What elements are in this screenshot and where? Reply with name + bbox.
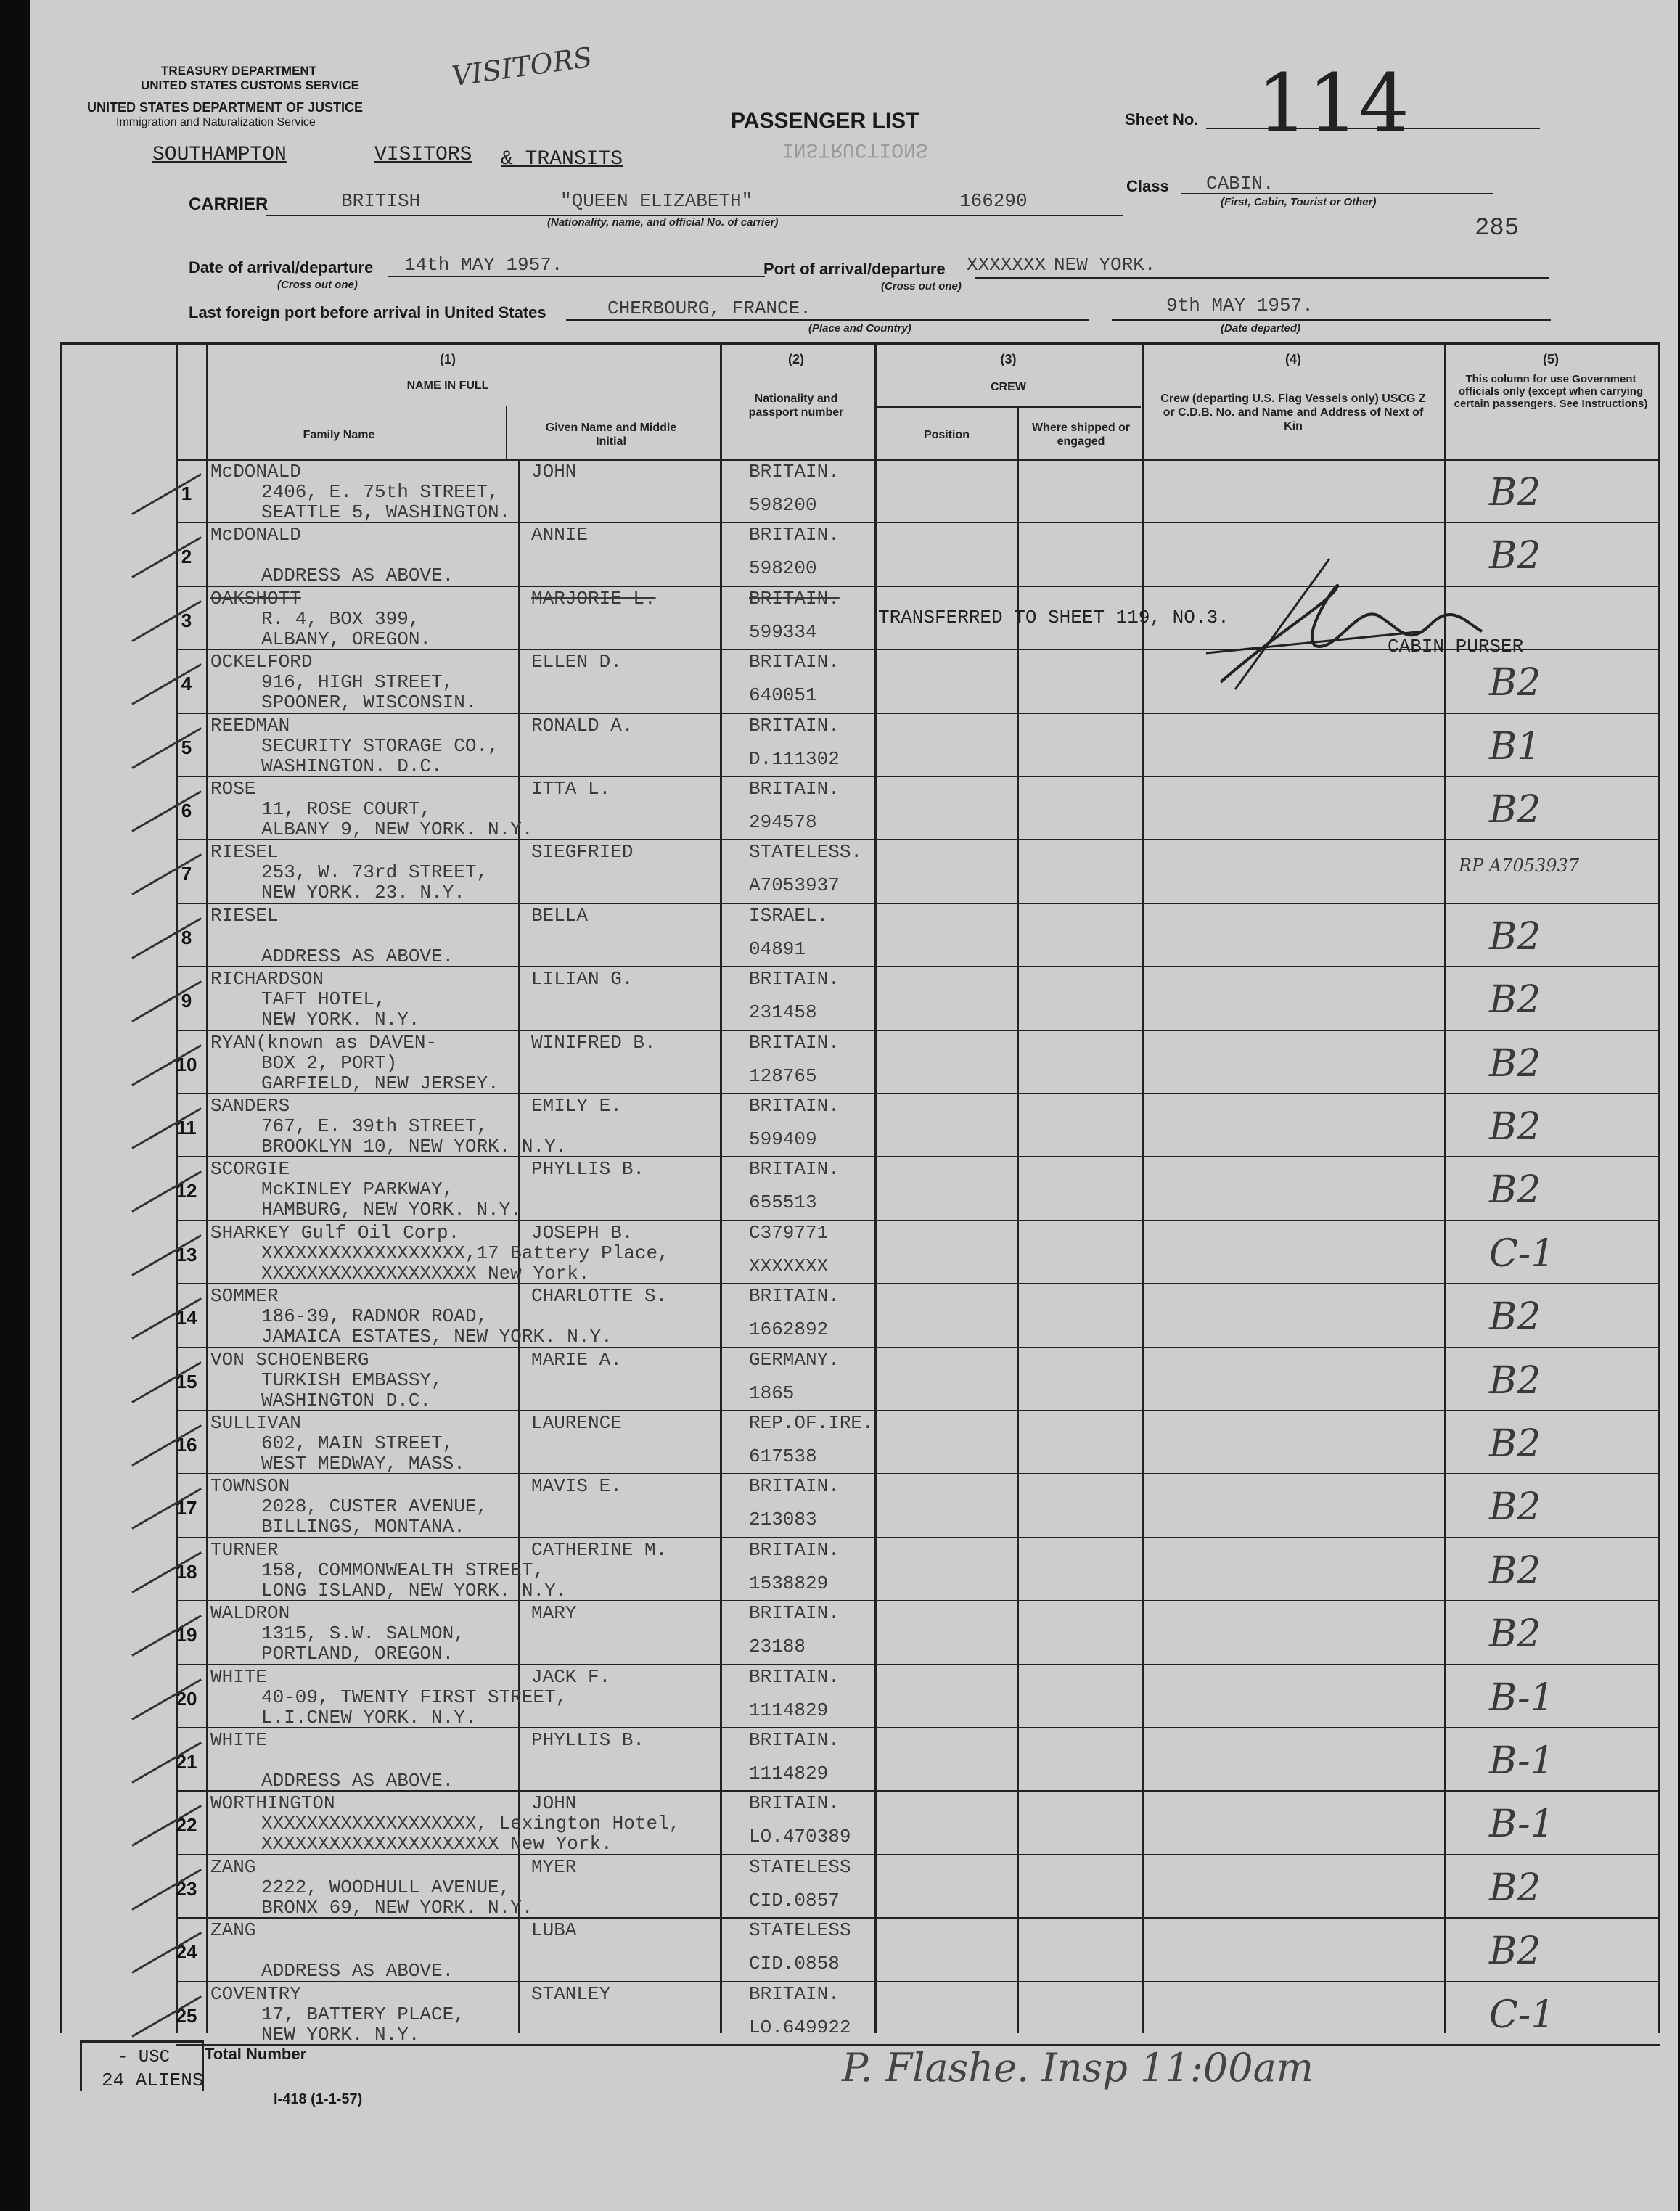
family-name: SANDERS bbox=[210, 1095, 290, 1117]
stamp-number: 285 bbox=[1475, 215, 1520, 242]
row-number: 22 bbox=[176, 1814, 197, 1837]
family-name: TURNER bbox=[210, 1538, 279, 1561]
last-port-label: Last foreign port before arrival in United States bbox=[189, 303, 546, 321]
family-name: ZANG bbox=[210, 1855, 256, 1878]
status-code: B2 bbox=[1489, 534, 1541, 578]
nationality: BRITAIN. bbox=[749, 968, 840, 990]
passport-number: 1114829 bbox=[749, 1763, 829, 1784]
row-number: 3 bbox=[181, 609, 192, 631]
address-line-1: SECURITY STORAGE CO., bbox=[261, 734, 499, 757]
address-line-1: 2028, CUSTER AVENUE, bbox=[261, 1496, 488, 1518]
col-crew-flag: Crew (departing U.S. Flag Vessels only) USCG Z or C.D.B. No. and Name and Address of Next of Kin bbox=[1160, 393, 1426, 432]
nationality: BRITAIN. bbox=[749, 1982, 840, 2005]
address-line-2: BRONX 69, NEW YORK. N.Y. bbox=[261, 1896, 533, 1919]
row-number: 15 bbox=[176, 1370, 197, 1392]
passport-number: 1538829 bbox=[749, 1572, 829, 1594]
address-line-2: ALBANY 9, NEW YORK. N.Y. bbox=[261, 819, 533, 840]
dept-ins: Immigration and Naturalization Service bbox=[116, 116, 316, 128]
footer-form-number: I-418 (1-1-57) bbox=[274, 2091, 363, 2107]
family-name: SCORGIE bbox=[210, 1158, 290, 1181]
nationality: C379771 bbox=[749, 1221, 829, 1244]
address-line-1: XXXXXXXXXXXXXXXXXXX, Lexington Hotel, bbox=[261, 1813, 681, 1835]
row-number: 17 bbox=[176, 1497, 197, 1519]
family-name: WALDRON bbox=[210, 1602, 290, 1625]
address-line-2: GARFIELD, NEW JERSEY. bbox=[261, 1072, 499, 1094]
row-number: 23 bbox=[176, 1877, 197, 1900]
family-name: VON SCHOENBERG bbox=[210, 1348, 369, 1371]
address-line-1: 158, COMMONWEALTH STREET, bbox=[261, 1559, 545, 1581]
address-line-2: SPOONER, WISCONSIN. bbox=[261, 692, 477, 714]
address-line-2: NEW YORK. N.Y. bbox=[261, 2023, 420, 2046]
carrier-name: "QUEEN ELIZABETH" bbox=[560, 190, 753, 212]
passport-number: 04891 bbox=[749, 938, 806, 960]
address-line-1: 11, ROSE COURT, bbox=[261, 798, 432, 820]
given-name: MARY bbox=[531, 1602, 577, 1625]
passport-number: 294578 bbox=[749, 811, 817, 833]
passenger-list-sheet bbox=[30, 0, 1678, 2211]
passport-number: XXXXXXX bbox=[749, 1255, 829, 1277]
row-number: 24 bbox=[176, 1941, 197, 1964]
status-code: C-1 bbox=[1489, 1993, 1555, 2037]
nationality: BRITAIN. bbox=[749, 1158, 840, 1181]
passport-number: LO.470389 bbox=[749, 1826, 851, 1848]
footer-total-label: Total Number bbox=[205, 2045, 307, 2063]
address-line-2: BROOKLYN 10, NEW YORK. N.Y. bbox=[261, 1136, 567, 1157]
given-name: ANNIE bbox=[531, 524, 589, 546]
given-name: ITTA L. bbox=[531, 778, 611, 800]
family-name: ROSE bbox=[210, 778, 256, 800]
row-number: 5 bbox=[181, 736, 192, 758]
arrival-date: 14th MAY 1957. bbox=[404, 254, 563, 276]
status-code: B2 bbox=[1489, 1041, 1541, 1086]
footer-usc: - USC bbox=[118, 2048, 171, 2067]
address-line-2: ADDRESS AS ABOVE. bbox=[261, 945, 454, 967]
row-number: 7 bbox=[181, 863, 192, 885]
row-number: 21 bbox=[176, 1751, 197, 1773]
row-number: 20 bbox=[176, 1687, 197, 1710]
address-line-2: WASHINGTON D.C. bbox=[261, 1389, 432, 1411]
col3-number: (3) bbox=[1000, 352, 1017, 366]
address-line-1: 40-09, TWENTY FIRST STREET, bbox=[261, 1686, 567, 1708]
address-line-2: ADDRESS AS ABOVE. bbox=[261, 565, 454, 587]
passport-number: 213083 bbox=[749, 1509, 817, 1531]
status-code: B2 bbox=[1489, 1929, 1541, 1974]
nationality: BRITAIN. bbox=[749, 651, 840, 673]
given-name: MAVIS E. bbox=[531, 1475, 622, 1498]
address-line-1: 17, BATTERY PLACE, bbox=[261, 2003, 465, 2025]
col-family-name: Family Name bbox=[303, 429, 375, 441]
address-line-1: 2406, E. 75th STREET, bbox=[261, 481, 499, 503]
given-name: JOHN bbox=[531, 1792, 577, 1815]
dept-treasury: TREASURY DEPARTMENT bbox=[161, 64, 317, 78]
given-name: LUBA bbox=[531, 1919, 577, 1942]
family-name: McDONALD bbox=[210, 524, 301, 546]
passport-number: 599334 bbox=[749, 620, 817, 643]
col2-number: (2) bbox=[788, 352, 804, 366]
voyage-origin: SOUTHAMPTON bbox=[152, 144, 287, 166]
nationality: BRITAIN. bbox=[749, 714, 840, 737]
nationality: STATELESS. bbox=[749, 841, 863, 864]
given-name: PHYLLIS B. bbox=[531, 1729, 645, 1751]
class-label: Class bbox=[1126, 177, 1169, 195]
arrival-port: NEW YORK. bbox=[1054, 254, 1156, 276]
date-departed-caption: (Date departed) bbox=[1221, 322, 1301, 335]
nationality: ISRAEL. bbox=[749, 904, 829, 927]
family-name: OCKELFORD bbox=[210, 651, 313, 673]
nationality: BRITAIN. bbox=[749, 1602, 840, 1625]
family-name: RIESEL bbox=[210, 841, 279, 864]
passport-number: CID.0857 bbox=[749, 1889, 840, 1911]
address-line-2: ADDRESS AS ABOVE. bbox=[261, 1960, 454, 1982]
purser-signature bbox=[1192, 544, 1496, 711]
address-line-2: JAMAICA ESTATES, NEW YORK. N.Y. bbox=[261, 1326, 612, 1348]
row-number: 11 bbox=[176, 1117, 197, 1139]
address-line-2: NEW YORK. N.Y. bbox=[261, 1009, 420, 1031]
row-number: 10 bbox=[176, 1053, 197, 1075]
address-line-2: WEST MEDWAY, MASS. bbox=[261, 1453, 465, 1474]
nationality: BRITAIN. bbox=[749, 1729, 840, 1751]
row-number: 13 bbox=[176, 1243, 197, 1266]
passport-number: LO.649922 bbox=[749, 2016, 851, 2038]
address-line-2: BILLINGS, MONTANA. bbox=[261, 1516, 465, 1538]
status-code: B2 bbox=[1489, 978, 1541, 1022]
nationality: STATELESS bbox=[749, 1919, 851, 1942]
port-caption: (Cross out one) bbox=[881, 280, 962, 292]
given-name: LAURENCE bbox=[531, 1412, 622, 1434]
address-line-2: NEW YORK. 23. N.Y. bbox=[261, 882, 465, 904]
given-name: STANLEY bbox=[531, 1982, 611, 2005]
status-code: B2 bbox=[1489, 914, 1541, 959]
nationality: BRITAIN. bbox=[749, 524, 840, 546]
address-line-1: 602, MAIN STREET, bbox=[261, 1432, 454, 1454]
address-line-1: R. 4, BOX 399, bbox=[261, 607, 420, 630]
given-name: BELLA bbox=[531, 904, 589, 927]
address-line-2: SEATTLE 5, WASHINGTON. bbox=[261, 501, 511, 523]
row-number: 19 bbox=[176, 1624, 197, 1646]
sheet-number: 114 bbox=[1257, 57, 1409, 149]
row-number: 16 bbox=[176, 1434, 197, 1456]
status-code: B2 bbox=[1489, 788, 1541, 832]
nationality: BRITAIN. bbox=[749, 1475, 840, 1498]
given-name: CHARLOTTE S. bbox=[531, 1285, 668, 1308]
passport-number: 231458 bbox=[749, 1001, 817, 1024]
status-code: B2 bbox=[1489, 1485, 1541, 1530]
address-line-1: 2222, WOODHULL AVENUE, bbox=[261, 1876, 511, 1898]
col1-number: (1) bbox=[440, 352, 456, 366]
dept-customs: UNITED STATES CUSTOMS SERVICE bbox=[141, 78, 360, 92]
row-number: 25 bbox=[176, 2004, 197, 2027]
last-port-caption: (Place and Country) bbox=[808, 322, 911, 335]
col-position: Position bbox=[923, 429, 970, 441]
given-name: JOSEPH B. bbox=[531, 1221, 634, 1244]
family-name: McDONALD bbox=[210, 461, 301, 483]
transfer-note: TRANSFERRED TO SHEET 119, NO.3. bbox=[878, 607, 1229, 628]
family-name: SOMMER bbox=[210, 1285, 279, 1308]
row-number: 14 bbox=[176, 1307, 197, 1329]
given-name: RONALD A. bbox=[531, 714, 634, 737]
voyage-visitors: VISITORS bbox=[374, 144, 472, 166]
footer-aliens: 24 ALIENS bbox=[102, 2070, 204, 2091]
col-given-name: Given Name and Middle Initial bbox=[545, 422, 677, 448]
given-name: MARIE A. bbox=[531, 1348, 622, 1371]
family-name: ZANG bbox=[210, 1919, 256, 1942]
family-name: SULLIVAN bbox=[210, 1412, 301, 1434]
address-line-1: 186-39, RADNOR ROAD, bbox=[261, 1305, 488, 1328]
status-code: B2 bbox=[1489, 1168, 1541, 1213]
carrier-label: CARRIER bbox=[189, 194, 269, 214]
row-number: 18 bbox=[176, 1560, 197, 1583]
nationality: GERMANY. bbox=[749, 1348, 840, 1371]
row-number: 12 bbox=[176, 1180, 197, 1202]
given-name: JOHN bbox=[531, 461, 577, 483]
address-line-1: McKINLEY PARKWAY, bbox=[261, 1178, 454, 1201]
family-name: REEDMAN bbox=[210, 714, 290, 737]
nationality: BRITAIN. bbox=[749, 1031, 840, 1054]
address-line-1: XXXXXXXXXXXXXXXXXX,17 Battery Place, bbox=[261, 1242, 669, 1264]
family-name: WORTHINGTON bbox=[210, 1792, 335, 1815]
class-caption: (First, Cabin, Tourist or Other) bbox=[1221, 196, 1377, 208]
port-label: Port of arrival/departure bbox=[763, 260, 946, 278]
status-code: B2 bbox=[1489, 1422, 1541, 1466]
status-code: B2 bbox=[1489, 1866, 1541, 1910]
given-name: WINIFRED B. bbox=[531, 1031, 656, 1054]
port-xs: XXXXXXX bbox=[967, 254, 1046, 276]
row-number: 9 bbox=[181, 990, 192, 1012]
passport-number: CID.0858 bbox=[749, 1953, 840, 1975]
given-name: SIEGFRIED bbox=[531, 841, 634, 864]
address-line-2: XXXXXXXXXXXXXXXXXXXXX New York. bbox=[261, 1833, 612, 1855]
row-number: 2 bbox=[181, 546, 192, 568]
passport-number: 617538 bbox=[749, 1445, 817, 1467]
given-name: MYER bbox=[531, 1855, 577, 1878]
family-name: RIESEL bbox=[210, 904, 279, 927]
address-line-1: BOX 2, PORT) bbox=[261, 1051, 398, 1074]
status-code: B2 bbox=[1489, 1548, 1541, 1593]
family-name: SHARKEY Gulf Oil Corp. bbox=[210, 1221, 460, 1244]
date-departed: 9th MAY 1957. bbox=[1166, 295, 1314, 316]
col-crew: CREW bbox=[991, 381, 1026, 393]
status-code: B2 bbox=[1489, 1358, 1541, 1403]
given-name: MARJORIE L. bbox=[531, 587, 656, 610]
address-line-2: HAMBURG, NEW YORK. N.Y. bbox=[261, 1199, 522, 1221]
status-code: B-1 bbox=[1489, 1739, 1554, 1783]
nationality: REP.OF.IRE. bbox=[749, 1412, 874, 1434]
nationality: BRITAIN. bbox=[749, 1538, 840, 1561]
nationality: STATELESS bbox=[749, 1855, 851, 1878]
nationality: BRITAIN. bbox=[749, 1285, 840, 1308]
family-name: COVENTRY bbox=[210, 1982, 301, 2005]
nationality: BRITAIN. bbox=[749, 1095, 840, 1117]
status-code: B2 bbox=[1489, 1105, 1541, 1149]
family-name: RICHARDSON bbox=[210, 968, 324, 990]
given-name: CATHERINE M. bbox=[531, 1538, 668, 1561]
passport-number: 598200 bbox=[749, 494, 817, 516]
col-nationality: Nationality and passport number bbox=[748, 393, 844, 419]
passport-number: 599409 bbox=[749, 1128, 817, 1150]
passport-number: 598200 bbox=[749, 557, 817, 580]
row-number: 6 bbox=[181, 800, 192, 821]
given-name: EMILY E. bbox=[531, 1095, 622, 1117]
address-line-1: 253, W. 73rd STREET, bbox=[261, 861, 488, 884]
address-line-2: XXXXXXXXXXXXXXXXXXX New York. bbox=[261, 1262, 590, 1284]
address-line-1: 1315, S.W. SALMON, bbox=[261, 1623, 465, 1645]
status-code: B2 bbox=[1489, 471, 1541, 514]
address-line-1: TURKISH EMBASSY, bbox=[261, 1369, 443, 1391]
status-code: B-1 bbox=[1489, 1802, 1554, 1847]
passport-number: A7053937 bbox=[749, 874, 840, 897]
row-number: 8 bbox=[181, 926, 192, 948]
row-number: 1 bbox=[181, 483, 192, 504]
passport-number: 1662892 bbox=[749, 1318, 829, 1341]
passport-number: 640051 bbox=[749, 684, 817, 707]
sheet-no-label: Sheet No. bbox=[1125, 110, 1199, 128]
row-number: 4 bbox=[181, 673, 192, 695]
passport-number: 23188 bbox=[749, 1636, 806, 1658]
address-line-2: L.I.CNEW YORK. N.Y. bbox=[261, 1706, 477, 1728]
last-port: CHERBOURG, FRANCE. bbox=[607, 298, 811, 319]
address-line-2: WASHINGTON. D.C. bbox=[261, 755, 443, 777]
nationality: BRITAIN. bbox=[749, 1792, 840, 1815]
col-government-use: This column for use Government officials only (except when carrying certain passengers. See Instructions) bbox=[1454, 373, 1648, 410]
nationality: BRITAIN. bbox=[749, 587, 840, 610]
nationality: BRITAIN. bbox=[749, 1665, 840, 1688]
given-name: LILIAN G. bbox=[531, 968, 634, 990]
address-line-2: PORTLAND, OREGON. bbox=[261, 1643, 454, 1665]
passport-number: 128765 bbox=[749, 1065, 817, 1087]
nationality: BRITAIN. bbox=[749, 461, 840, 483]
status-code: RP A7053937 bbox=[1459, 856, 1580, 877]
status-code: C-1 bbox=[1489, 1231, 1555, 1276]
carrier-caption: (Nationality, name, and official No. of carrier) bbox=[547, 216, 779, 229]
address-line-2: ADDRESS AS ABOVE. bbox=[261, 1770, 454, 1792]
col4-number: (4) bbox=[1285, 352, 1301, 366]
carrier-nationality: BRITISH bbox=[341, 190, 421, 212]
dept-justice: UNITED STATES DEPARTMENT OF JUSTICE bbox=[87, 100, 364, 115]
passport-number: 1114829 bbox=[749, 1699, 829, 1721]
given-name: JACK F. bbox=[531, 1665, 611, 1688]
date-label: Date of arrival/departure bbox=[189, 258, 374, 276]
date-caption: (Cross out one) bbox=[277, 279, 358, 291]
passport-number: 1865 bbox=[749, 1382, 795, 1404]
family-name: RYAN(known as DAVEN- bbox=[210, 1031, 438, 1054]
col-name-in-full: NAME IN FULL bbox=[406, 380, 489, 392]
status-code: B1 bbox=[1489, 724, 1541, 768]
status-code: B2 bbox=[1489, 1612, 1541, 1657]
cabin-purser: CABIN PURSER bbox=[1388, 636, 1524, 657]
family-name: WHITE bbox=[210, 1729, 268, 1751]
page-title: PASSENGER LIST bbox=[731, 109, 919, 133]
passport-number: D.111302 bbox=[749, 747, 840, 770]
instructions-bleed-through: INSTRUCTIONS bbox=[782, 138, 928, 160]
family-name: TOWNSON bbox=[210, 1475, 290, 1498]
col5-number: (5) bbox=[1543, 352, 1559, 366]
given-name: ELLEN D. bbox=[531, 651, 622, 673]
visitors-stamp: VISITORS bbox=[449, 41, 594, 93]
address-line-1: 767, E. 39th STREET, bbox=[261, 1115, 488, 1137]
status-code: B-1 bbox=[1489, 1675, 1554, 1720]
carrier-number: 166290 bbox=[959, 190, 1028, 212]
class-value: CABIN. bbox=[1206, 173, 1274, 194]
nationality: BRITAIN. bbox=[749, 778, 840, 800]
family-name: OAKSHOTT bbox=[210, 587, 301, 610]
col-where-shipped: Where shipped or engaged bbox=[1031, 422, 1131, 448]
inspector-signature: P. Flashe. Insp 11:00am bbox=[842, 2045, 1314, 2091]
status-code: B2 bbox=[1489, 1295, 1541, 1340]
status-code: B2 bbox=[1489, 661, 1541, 705]
address-line-1: 916, HIGH STREET, bbox=[261, 671, 454, 694]
family-name: WHITE bbox=[210, 1665, 268, 1688]
passport-number: 655513 bbox=[749, 1191, 817, 1214]
address-line-1: TAFT HOTEL, bbox=[261, 988, 386, 1011]
voyage-transits: & TRANSITS bbox=[501, 148, 623, 171]
address-line-2: ALBANY, OREGON. bbox=[261, 628, 432, 650]
given-name: PHYLLIS B. bbox=[531, 1158, 645, 1181]
address-line-2: LONG ISLAND, NEW YORK. N.Y. bbox=[261, 1579, 567, 1601]
